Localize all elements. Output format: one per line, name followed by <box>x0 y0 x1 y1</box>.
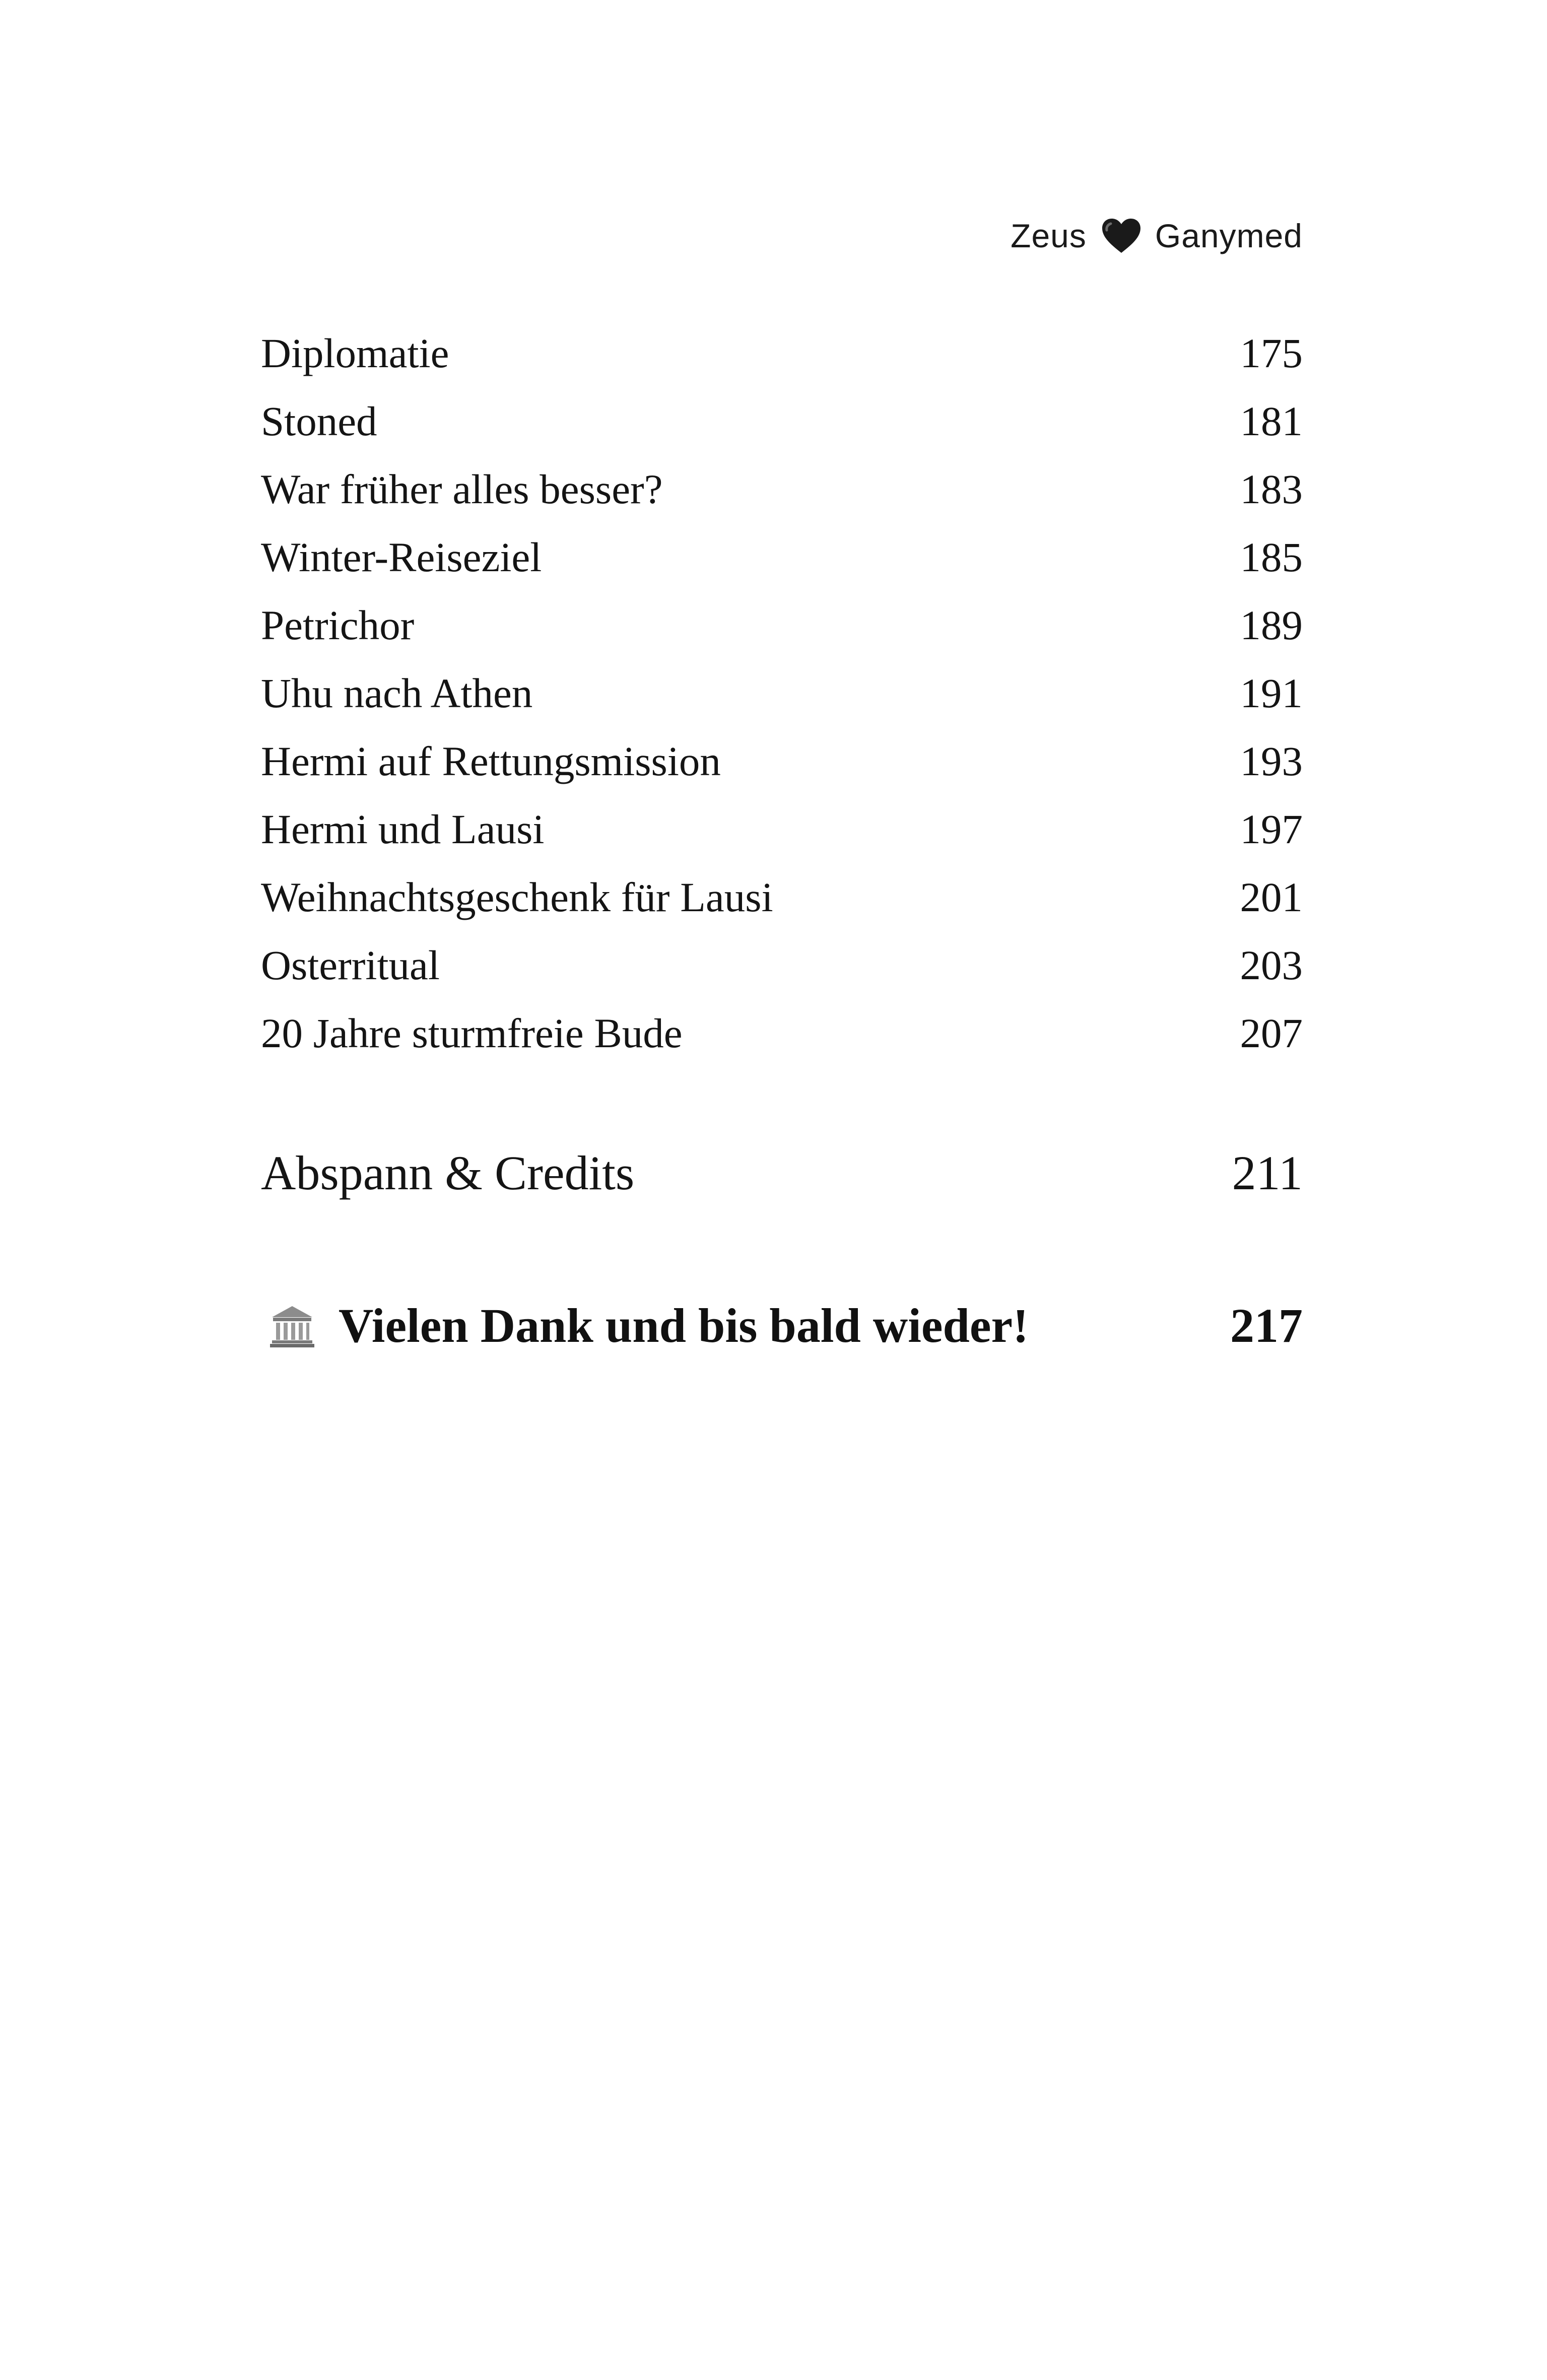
toc-final-left <box>261 1298 1029 1353</box>
toc-entry-title: Hermi auf Rettungsmission <box>261 737 721 784</box>
toc-entry-page: 189 <box>1240 601 1303 648</box>
toc-entry[interactable] <box>261 523 1303 591</box>
toc-entry-page: 197 <box>1240 805 1303 852</box>
classical-building-icon <box>269 1302 315 1348</box>
toc-section-entry[interactable] <box>261 1137 1303 1208</box>
toc-entry-page: 201 <box>1240 873 1303 920</box>
toc-final-entry[interactable] <box>261 1287 1303 1363</box>
running-header <box>1011 211 1303 261</box>
toc-section-page: 211 <box>1232 1145 1303 1200</box>
header-right-text: Ganymed <box>1155 217 1303 254</box>
toc-final-page: 217 <box>1230 1298 1303 1352</box>
toc-entry-title: Stoned <box>261 397 377 444</box>
toc-entry-title: Petrichor <box>261 601 415 648</box>
toc-entry[interactable] <box>261 319 1303 387</box>
toc-entry[interactable] <box>261 659 1303 727</box>
toc-entry[interactable] <box>261 931 1303 999</box>
toc-entry-title: Uhu nach Athen <box>261 669 533 716</box>
header-left-text: Zeus <box>1011 217 1087 254</box>
toc-entry-page: 183 <box>1240 465 1303 512</box>
toc-entry[interactable] <box>261 591 1303 659</box>
toc-section-title: Abspann & Credits <box>261 1145 635 1200</box>
toc-entry[interactable] <box>261 387 1303 455</box>
toc-entry-title: Weihnachtsgeschenk für Lausi <box>261 873 773 920</box>
toc-entry-title: Diplomatie <box>261 329 449 376</box>
toc-final-title: Vielen Dank und bis bald wieder! <box>339 1298 1029 1352</box>
toc-entry-title: War früher alles besser? <box>261 465 663 512</box>
toc-entry-title: Winter-Reiseziel <box>261 533 542 580</box>
toc-entry-title: Hermi und Lausi <box>261 805 545 852</box>
toc-entry-page: 207 <box>1240 1009 1303 1056</box>
toc-entry[interactable] <box>261 863 1303 931</box>
toc-entry-page: 175 <box>1240 329 1303 376</box>
heart-icon <box>1101 218 1142 254</box>
toc-entry[interactable] <box>261 455 1303 523</box>
toc-entry-page: 191 <box>1240 669 1303 716</box>
toc-entry-page: 185 <box>1240 533 1303 580</box>
toc-entry[interactable] <box>261 727 1303 795</box>
toc-entry-page: 203 <box>1240 941 1303 988</box>
toc-entry-page: 193 <box>1240 737 1303 784</box>
table-of-contents <box>261 319 1303 1363</box>
toc-entry[interactable] <box>261 795 1303 863</box>
toc-entry-page: 181 <box>1240 397 1303 444</box>
toc-entry-title: 20 Jahre sturmfreie Bude <box>261 1009 683 1056</box>
toc-entry-title: Osterritual <box>261 941 440 988</box>
toc-entry[interactable] <box>261 999 1303 1067</box>
